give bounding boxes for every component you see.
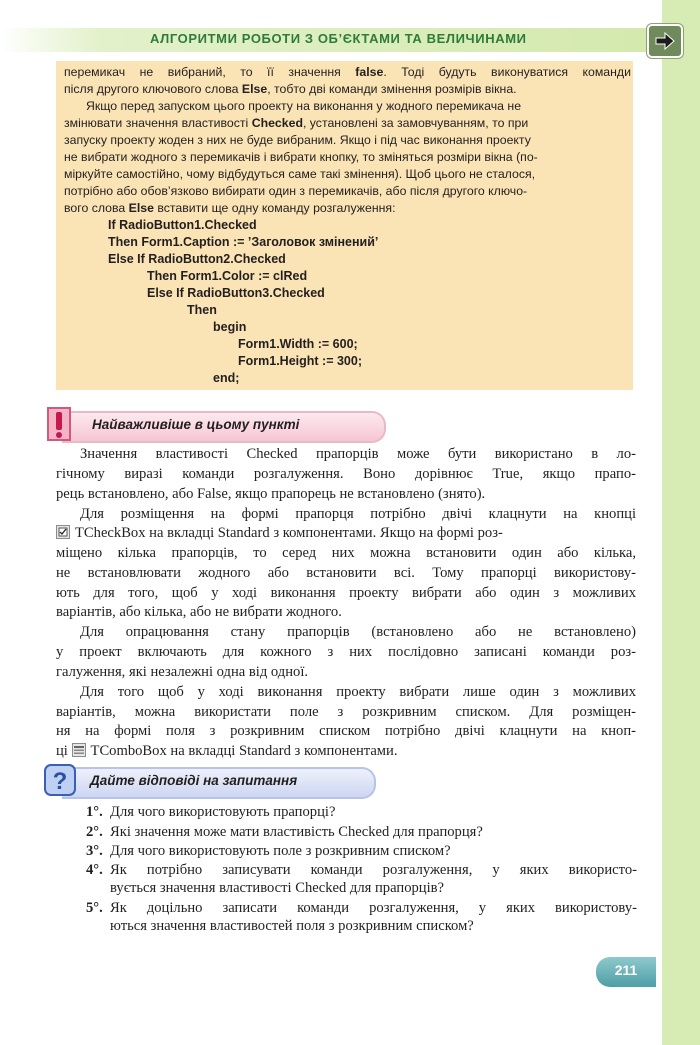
important-line-12: галуження, які незалежні одна від одної. [56,664,309,680]
question-5-number: 5°. [86,900,103,916]
important-line-6: міщено кілька прапорців, то серед них можна встановити один або кілька, [56,545,636,561]
chapter-title: АЛГОРИТМИ РОБОТИ З ОБ’ЄКТАМИ ТА ВЕЛИЧИНАМИ [150,31,527,46]
box-line-4: змінювати значення властивості Checked, установлені за замовчуванням, то при [64,116,529,130]
question-5-text-line-1: Як доцільно записати команди розгалуження, у яких використову- [110,900,637,916]
next-page-button[interactable] [647,24,683,58]
combobox-component-icon [72,743,86,757]
questions-title: Дайте відповіді на запитання [90,773,298,788]
code-line-10: end; [213,371,240,385]
important-line-7: не встановлювати жодного або встановити всі. Тому прапорці використову- [56,565,636,581]
code-line-2: Then Form1.Caption := ’Заголовок змінений’ [108,235,379,249]
box-line-6: не вибрати жодного з перемикачів і вибрати кнопку, то зміняться розміри вікна (по- [64,150,538,164]
question-4-text-line-2: вується значення властивості Checked для прапорців? [110,880,445,896]
code-line-6: Then [187,303,217,317]
important-line-5: TCheckBox на вкладці Standard з компонентами. Якщо на формі роз- [56,525,636,542]
important-line-1: Значення властивості Checked прапорців може бути використано в ло- [80,446,636,462]
important-line-16: ці TComboBox на вкладці Standard з компонентами. [56,743,398,759]
important-title: Найважливіше в цьому пункті [92,417,300,432]
question-3-number: 3°. [86,843,103,859]
box-line-5: запуску проекту жоден з них не буде вибраним. Якщо і під час виконання проекту [64,133,531,147]
important-line-8: ють для того, щоб у ході виконання проекту вибрати або один з можливих [56,585,636,601]
important-line-2: гічному виразі команди розгалуження. Воно дорівнює True, якщо прапо- [56,466,636,482]
question-4-number: 4°. [86,862,103,878]
side-band [662,0,700,1045]
box-line-7: міркуйте самостійно, чому відбудуться саме такі змінення). Щоб цього не сталося, [64,167,536,181]
question-4-text-line-1: Як потрібно записувати команди розгалуження, у яких використо- [110,862,637,878]
important-line-3: рець встановлено, або False, якщо прапорець не встановлено (знято). [56,486,486,502]
arrow-right-icon [654,32,676,50]
code-line-8: Form1.Width := 600; [238,337,358,351]
checkbox-component-icon [56,525,70,539]
important-line-14: варіантів, можна використати поле з розкривним списком. Для розміщен- [56,704,636,720]
important-line-9: варіантів, або кілька, або не вибрати жодного. [56,604,342,620]
question-2-text: Які значення може мати властивість Checked для прапорця? [110,824,483,840]
box-line-2: після другого ключового слова Else, тобто дві команди змінення розмірів вікна. [64,82,517,96]
box-line-8: потрібно або обов’язково вибирати один з перемикачів, або після другого ключо- [64,184,528,198]
box-line-1: перемикач не вибраний, то її значення false. Тоді будуть виконуватися команди [64,65,631,79]
box-line-9: вого слова Else вставити ще одну команду розгалуження: [64,201,396,215]
code-line-5: Else If RadioButton3.Checked [147,286,325,300]
code-line-3: Else If RadioButton2.Checked [108,252,286,266]
important-line-4: Для розміщення на формі прапорця потрібно двічі клацнути на кнопці [80,506,636,522]
code-line-1: If RadioButton1.Checked [108,218,257,232]
important-line-11: у проект включають для кожного з них послідовно записані команди роз- [56,644,636,660]
question-3-text: Для чого використовують поле з розкривним списком? [110,843,451,859]
question-1-number: 1°. [86,804,103,820]
exclamation-icon [44,404,74,444]
code-line-7: begin [213,320,247,334]
important-line-10: Для опрацювання стану прапорців (встановлено або не встановлено) [80,624,636,640]
box-line-3: Якщо перед запуском цього проекту на виконання у жодного перемикача не [86,99,522,113]
page-number: 211 [614,962,638,978]
important-line-15: ня на формі поля з розкривним списком потрібно двічі клацнути на кноп- [56,723,636,739]
question-2-number: 2°. [86,824,103,840]
question-icon [42,762,78,798]
question-5-text-line-2: ються значення властивостей поля з розкривним списком? [110,918,474,934]
question-1-text: Для чого використовують прапорці? [110,804,336,820]
svg-text:?: ? [52,768,68,795]
important-line-13: Для того щоб у ході виконання проекту вибрати лише один з можливих [80,684,636,700]
code-line-4: Then Form1.Color := clRed [147,269,308,283]
code-line-9: Form1.Height := 300; [238,354,362,368]
